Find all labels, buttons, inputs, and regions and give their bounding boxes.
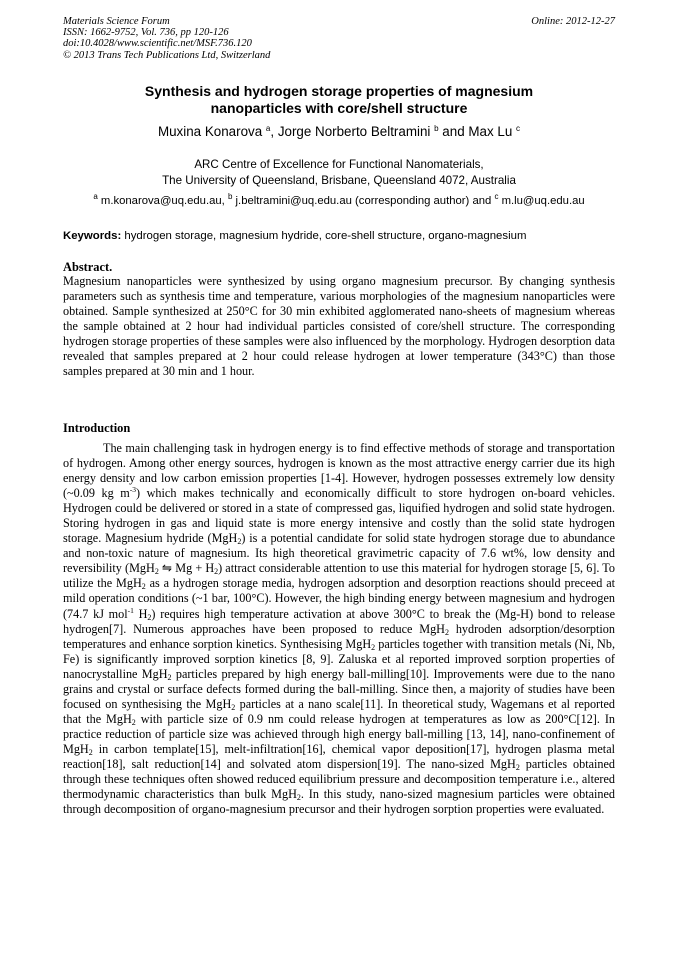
subscript: 2 — [154, 567, 159, 577]
author-affil-mark: c — [516, 124, 521, 133]
email-mark: a — [93, 192, 98, 201]
email-mark: c — [494, 192, 499, 201]
subscript: 2 — [214, 567, 219, 577]
superscript: -3 — [129, 485, 137, 495]
author-separator: and — [438, 124, 469, 139]
intro-text-run: particles together with transition metals (Ni, Nb, Fe) is significantly improved sorption kinetics [8, 9]. Zaluska et al reported improved sorption properties of nanocrystalline MgH — [63, 636, 616, 681]
intro-text-run: particles prepared by high energy ball-milling[10]. Improvements were due to the nano grains and crystal or surface defects formed during the ball-milling. Since then, a majority of studies have been focused on synthesising the MgH — [63, 666, 615, 711]
intro-text-run: H — [133, 606, 148, 621]
author-affil-mark: a — [265, 124, 271, 133]
subscript: 2 — [167, 672, 172, 682]
intro-text-run: particles at a nano scale[11]. In theoretical study, Wagemans et al reported that the MgH — [63, 696, 615, 726]
intro-text-run: with particle size of 0.9 nm could release hydrogen at temperatures as low as 200°C[12]. In practice reduction of particle size was achieved through high energy ball-milling [13, 14], nano-confinement of MgH — [63, 711, 615, 756]
keywords-text: hydrogen storage, magnesium hydride, core-shell structure, organo-magnesium — [121, 230, 527, 242]
journal-name: Materials Science Forum — [63, 16, 170, 27]
subscript: 2 — [131, 717, 136, 727]
email-link[interactable]: j.beltramini@uq.edu.au (corresponding author) and — [232, 195, 495, 207]
intro-text-run: in carbon template[15], melt-infiltration[16], chemical vapor deposition[17], hydrogen plasma metal reaction[18], salt reduction[14] and solvated atom dispersion[19]. The nano-sized MgH — [63, 741, 615, 771]
introduction-text — [63, 441, 615, 817]
intro-text-run: ⇋ Mg + H — [158, 561, 215, 576]
intro-text-run: hydroden adsorption/desorption temperatures and enhance sorption kinetics. Synthesising MgH — [63, 621, 615, 651]
author-affil-mark: b — [434, 124, 439, 133]
email-link[interactable]: m.lu@uq.edu.au — [498, 195, 585, 207]
title-line-1: Synthesis and hydrogen storage properties of magnesium — [144, 83, 534, 99]
email-mark: b — [227, 192, 233, 201]
author-name: Muxina Konarova — [157, 124, 263, 139]
journal-issn: ISSN: 1662-9752, Vol. 736, pp 120-126 — [63, 27, 229, 39]
intro-text-run: particles obtained through these techniques often showed reduced equilibrium pressure and decomposition temperature i.e., altered thermodynamic characteristics than bulk MgH — [63, 756, 616, 802]
author-separator: , — [270, 124, 278, 139]
title-line-2: nanoparticles with core/shell structure — [210, 100, 468, 116]
subscript: 2 — [141, 582, 146, 592]
keywords-label: Keywords: — [63, 230, 122, 242]
subscript: 2 — [371, 642, 376, 652]
intro-text-run: The main challenging task in hydrogen energy is to find effective methods of storage and transportation of hydrogen. Among other energy sources, hydrogen is known as the most attractive energy carrier due its high energy density and low carbon emission properties [1-4]. However, hydrogen possesses extremely low density (~0.09 kg m — [63, 441, 615, 501]
affiliation-line-2: The University of Queensland, Brisbane, Queensland 4072, Australia — [162, 173, 516, 187]
intro-text-run: ) requires high temperature activation at above 300°C to break the (Mg-H) bond to release hydrogen[7]. Numerous approaches have been proposed to reduce MgH — [63, 606, 615, 636]
subscript: 2 — [296, 793, 301, 803]
affiliation-line-1: ARC Centre of Excellence for Functional Nanomaterials, — [194, 158, 484, 171]
intro-text-run: ) is a potential candidate for solid state hydrogen storage due to abundance and non-toxic nature of magnesium. Its high theoretical gravimetric capacity of 7.6 wt%, low density and reversibility (MgH — [63, 531, 615, 576]
online-date: Online: 2012-12-27 — [531, 16, 615, 27]
abstract-text: Magnesium nanoparticles were synthesized by using organo magnesium precursor. By changing synthesis parameters such as synthesis time and temperature, various morphologies of the magnesium nanoparticles were obtained. Sample synthesized at 250°C for 30 min exhibited agglomerated nano-sheets of magnesium whereas the sample obtained at 2 hour had individual particles consisted of core/shell structure. The corresponding hydrogen storage properties of these samples were also influenced by the morphology. Hydrogen desorption data revealed that samples prepared at 2 hour could release hydrogen at lower temperature (343°C) than those samples prepared at 30 min and 1 hour. — [63, 274, 615, 379]
affiliation — [63, 157, 615, 188]
abstract-heading: Abstract. — [63, 260, 113, 274]
author-list — [63, 124, 615, 140]
journal-doi[interactable]: doi:10.4028/www.scientific.net/MSF.736.120 — [63, 38, 252, 50]
subscript: 2 — [444, 627, 449, 637]
email-link[interactable]: m.konarova@uq.edu.au, — [97, 195, 228, 207]
journal-info — [63, 16, 270, 61]
subscript: 2 — [515, 762, 520, 772]
subscript: 2 — [231, 702, 236, 712]
keywords — [63, 229, 615, 243]
subscript: 2 — [237, 537, 242, 547]
journal-copyright: © 2013 Trans Tech Publications Ltd, Switzerland — [63, 49, 271, 61]
author-name: Jorge Norberto Beltramini — [277, 124, 431, 139]
superscript: -1 — [127, 605, 134, 615]
author-name: Max Lu — [468, 124, 513, 139]
intro-text-run: as a hydrogen storage media, hydrogen adsorption and desorption reactions should preceed at mild operation conditions (~1 bar, 100°C). However, the high binding energy between magnesium and hydrogen (74.7 kJ mol — [63, 576, 615, 621]
introduction-heading: Introduction — [63, 421, 131, 435]
intro-text-run: . In this study, nano-sized magnesium particles were obtained through decomposition of organo-magnesium precursor and their hydrogen sorption properties were evaluated. — [63, 787, 615, 817]
author-emails — [56, 194, 622, 208]
subscript: 2 — [88, 747, 93, 757]
paper-title — [63, 83, 615, 117]
intro-text-run: ) which makes technically and economically difficult to store hydrogen on-board vehicles. Hydrogen could be delivered or stored in a state of compressed gas, liquified hydrogen and solid state hydrogen. Storing hydrogen in gas and liquid state is more energy intensive and costly than the solid state hydrogen storage. Magnesium hydride (MgH — [63, 486, 615, 546]
intro-text-run: ) attract considerable attention to use this material for hydrogen storage [5, 6]. To utilize the MgH — [63, 561, 615, 591]
subscript: 2 — [147, 612, 152, 622]
